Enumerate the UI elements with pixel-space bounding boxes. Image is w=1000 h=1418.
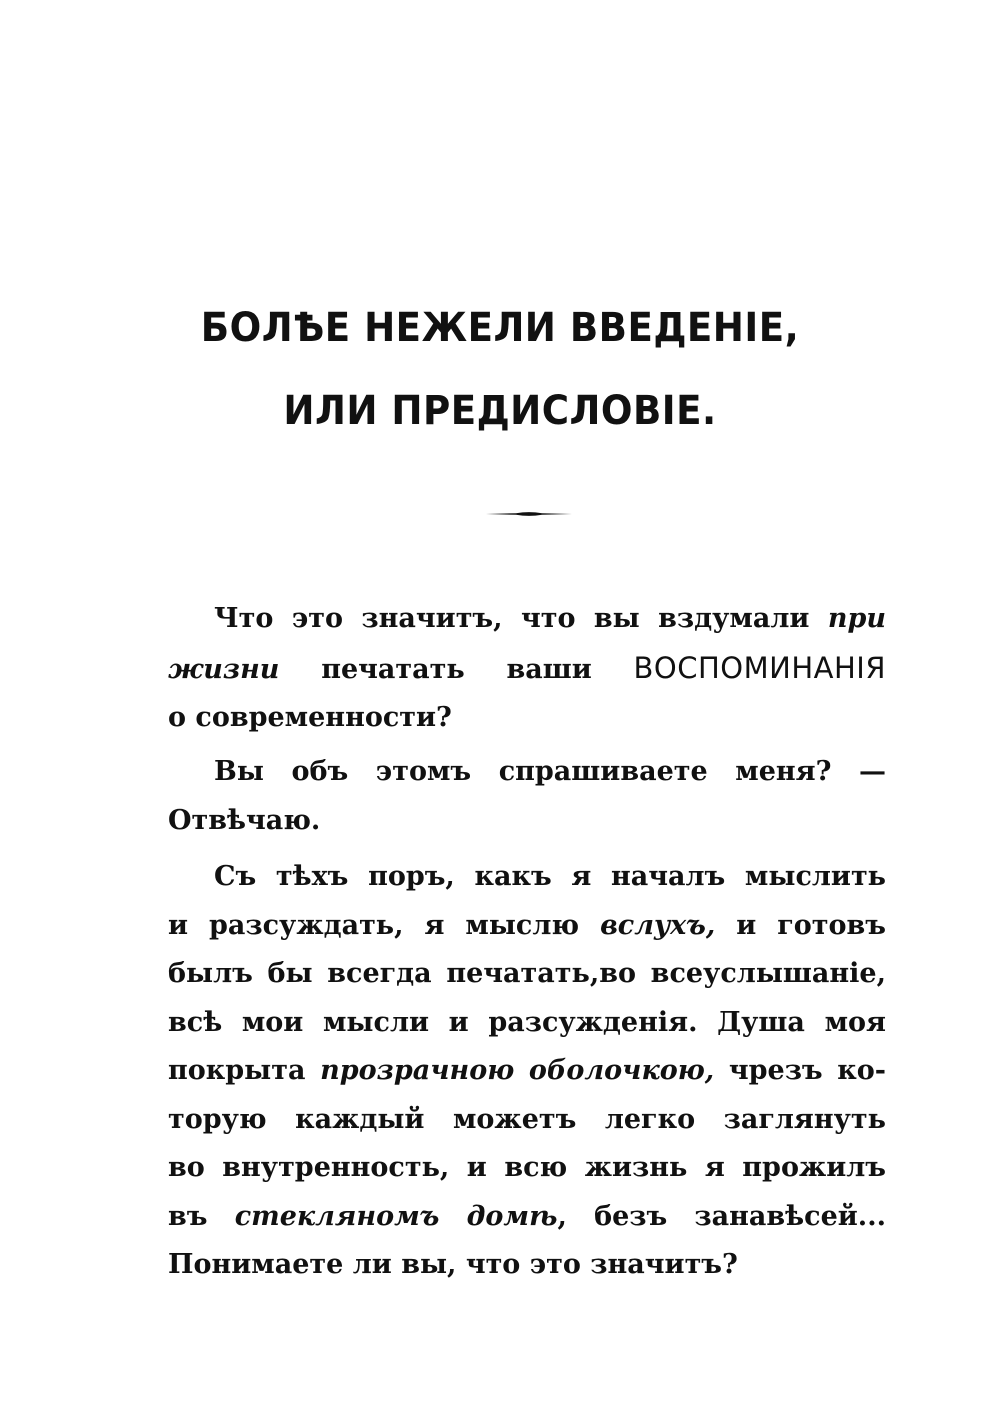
paragraph-1-line-2: жизни печатать ваши ВОСПОМИНАНІЯ [168,650,886,685]
paragraph-2-line-1: Вы объ этомъ спрашиваете меня? — [214,756,886,787]
paragraph-1-line-1: Что это значитъ, что вы вздумали при [214,603,886,634]
paragraph-2-line-2: Отвѣчаю. [168,804,321,836]
paragraph-3-line-7: во внутренность, и всю жизнь я прожилъ [168,1152,886,1183]
paragraph-2 [168,748,886,845]
dash-ornament [486,511,572,517]
paragraph-3 [168,853,886,1290]
paragraph-3-line-6: торую каждый можетъ легко заглянуть [168,1103,886,1135]
paragraph-3-line-1: Съ тѣхъ поръ, какъ я началъ мыслить [214,861,886,892]
paragraph-3-line-5: покрыта прозрачною оболочкою, чрезъ ко- [168,1055,886,1086]
heading-line-2: ИЛИ ПРЕДИСЛОВІЕ. [283,388,717,434]
paragraph-3-line-3: былъ бы всегда печатать,во всеуслышаніе, [168,958,886,989]
paragraph-1-line-3: о современности? [168,702,452,733]
paragraph-3-line-4: всѣ мои мысли и разсужденія. Душа моя [168,1006,886,1038]
paragraph-3-line-9: Понимаете ли вы, что это значитъ? [168,1249,738,1280]
paragraph-3-line-2: и разсуждать, я мыслю вслухъ, и готовъ [168,909,887,941]
paragraph-1 [168,595,886,743]
heading-line-1: БОЛѢЕ НЕЖЕЛИ ВВЕДЕНІЕ, [200,305,800,351]
paragraph-3-line-8: въ стекляномъ домѣ, безъ занавѣсей... [168,1200,886,1232]
